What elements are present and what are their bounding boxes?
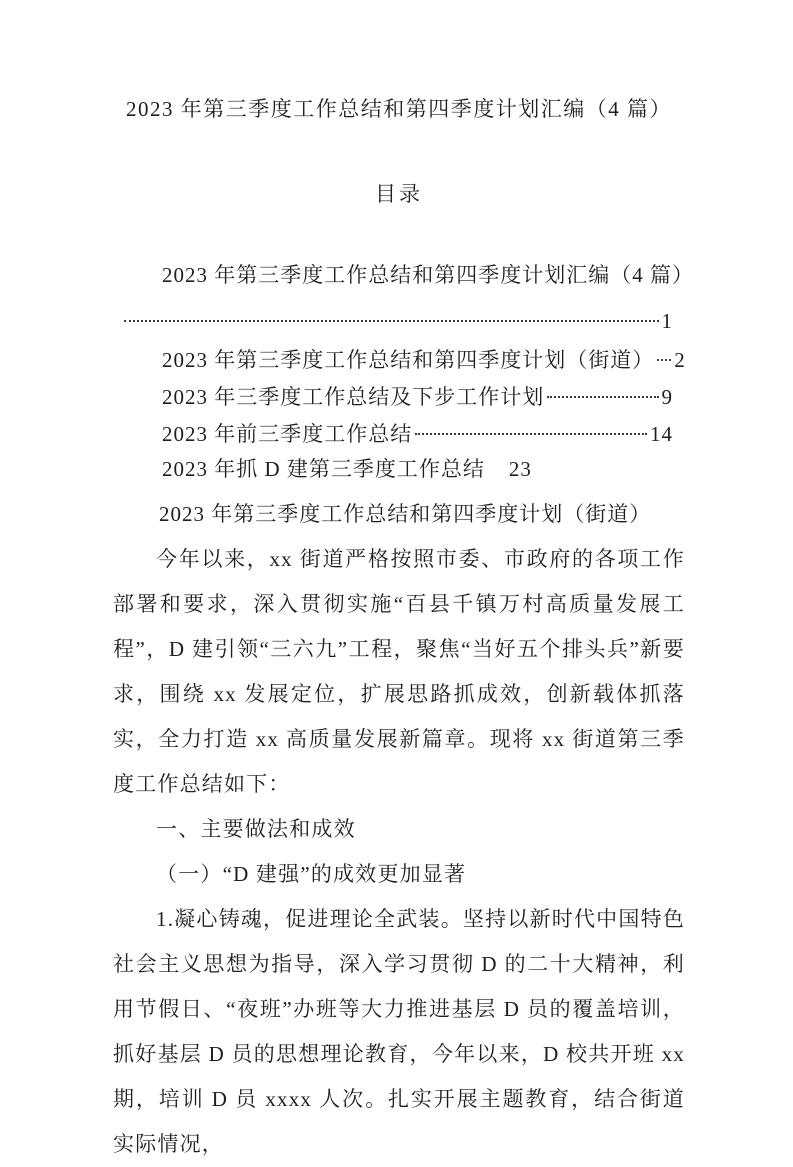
toc-entry-3[interactable] (113, 379, 685, 416)
toc-entry-5[interactable] (113, 453, 685, 485)
dot-leader (547, 396, 658, 398)
dot-leader (657, 359, 671, 361)
paragraph-point1: 1.凝心铸魂，促进理论全武装。坚持以新时代中国特色社会主义思想为指导，深入学习贯彻 D 的二十大精神，利用节假日、“夜班”办班等大力推进基层 D 员的覆盖培训，抓好基层 D 员的思想理论教育，今年以来，D 校共开班 xx 期，培训 D 员 xxxx 人次。扎实开展主题教育，结合街道实际情况， (113, 907, 685, 1156)
paragraph-intro: 今年以来，xx 街道严格按照市委、市政府的各项工作部署和要求，深入贯彻实施“百县千镇万村高质量发展工程”，D 建引领“三六九”工程，聚焦“当好五个排头兵”新要求，围绕 xx 发展定位，扩展思路抓成效，创新载体抓落实，全力打造 xx 高质量发展新篇章。现将 xx 街道第三季度工作总结如下： (113, 547, 685, 796)
toc-entry-3-title: 2023 年三季度工作总结及下步工作计划 (162, 385, 545, 409)
toc-entry-2[interactable] (113, 342, 685, 379)
section-body (113, 537, 685, 1167)
dot-leader (415, 433, 647, 435)
dot-leader (124, 320, 659, 322)
toc-entry-2-page: 2 (674, 348, 686, 372)
heading-level2: （一）“D 建强”的成效更加显著 (156, 862, 467, 886)
toc-heading: 目录 (375, 182, 423, 206)
toc-entry-1-title[interactable]: 2023 年第三季度工作总结和第四季度计划汇编（4 篇） (162, 263, 694, 287)
toc-entry-4-title: 2023 年前三季度工作总结 (162, 422, 413, 446)
toc-entry-4-page: 14 (650, 422, 673, 446)
table-of-contents (113, 256, 694, 485)
toc-entry-4[interactable] (113, 416, 685, 453)
section-heading: 2023 年第三季度工作总结和第四季度计划（街道） (159, 502, 652, 526)
toc-entry-5-page: 23 (508, 457, 532, 481)
toc-entry-5-title: 2023 年抓 D 建第三季度工作总结 (162, 457, 485, 481)
toc-entry-1-page: 1 (661, 309, 673, 333)
document-title: 2023 年第三季度工作总结和第四季度计划汇编（4 篇） (126, 97, 672, 121)
heading-level1: 一、主要做法和成效 (156, 817, 356, 841)
toc-entry-3-page: 9 (661, 385, 673, 409)
toc-entry-1-leader-row[interactable] (113, 303, 685, 340)
toc-entry-2-title: 2023 年第三季度工作总结和第四季度计划（街道） (162, 348, 655, 372)
